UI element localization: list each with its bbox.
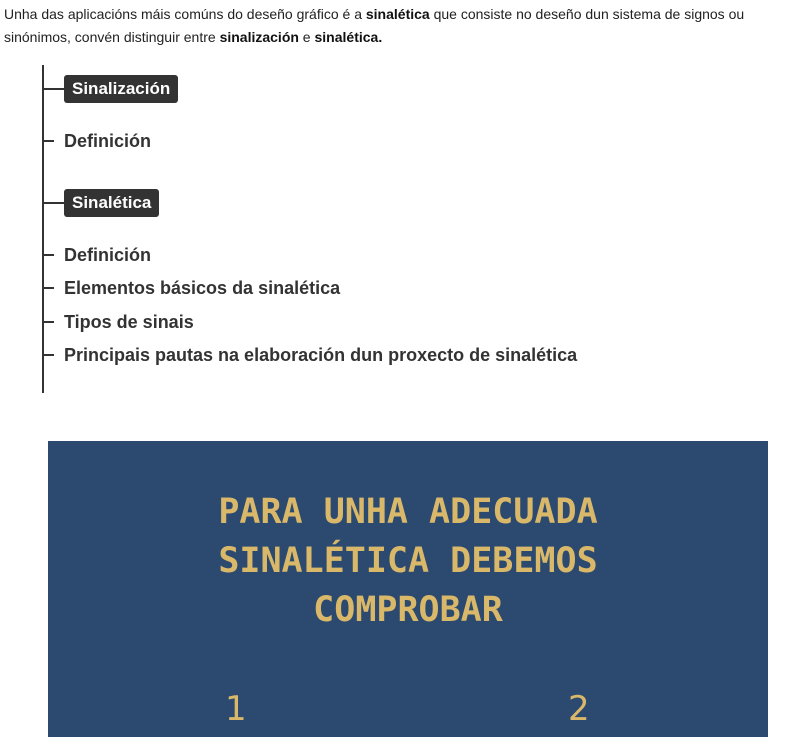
outline-item-definicion[interactable]: Definición xyxy=(64,130,152,151)
outline-heading-sinaletica: Sinalética xyxy=(64,189,159,217)
banner-number-2: 2 xyxy=(568,689,590,729)
intro-term-sinalizacion: sinalización xyxy=(219,29,299,45)
outline-item-tipos-de-sinais[interactable]: Tipos de sinais xyxy=(64,311,194,332)
intro-text: que consiste no deseño dun sistema de signos ou xyxy=(429,6,745,22)
intro-text: sinónimos, convén distinguir entre xyxy=(4,29,220,45)
outline-list xyxy=(42,65,744,393)
banner-title-line: SINALÉTICA DEBEMOS xyxy=(218,541,598,581)
outline-item-row[interactable] xyxy=(44,129,151,153)
outline-item-definicion[interactable]: Definición xyxy=(64,244,152,265)
outline-item-row[interactable] xyxy=(44,243,151,267)
banner-number-1: 1 xyxy=(225,689,247,729)
outline-connector xyxy=(44,287,54,289)
outline-item-elementos-basicos[interactable]: Elementos básicos da sinalética xyxy=(64,277,341,298)
outline-connector xyxy=(44,202,64,204)
outline-connector xyxy=(44,140,54,142)
outline-item-row[interactable] xyxy=(44,343,577,367)
intro-paragraph xyxy=(4,3,803,49)
banner-title xyxy=(48,488,768,635)
outline-connector xyxy=(44,321,54,323)
outline-item-row[interactable] xyxy=(44,310,194,334)
banner-title-line: PARA UNHA ADECUADA xyxy=(218,492,598,532)
outline-heading-sinalizacion: Sinalización xyxy=(64,75,178,103)
outline-item-row[interactable] xyxy=(44,276,340,300)
intro-text: Unha das aplicacións máis comúns do deseño gráfico é a xyxy=(4,6,366,22)
banner-comprobar xyxy=(48,441,768,737)
intro-term-sinaletica: sinalética xyxy=(365,6,430,22)
banner-title-line: COMPROBAR xyxy=(313,590,503,630)
outline-connector xyxy=(44,254,54,256)
intro-text: e xyxy=(298,29,315,45)
outline-heading-row xyxy=(44,191,159,215)
outline-connector xyxy=(44,354,54,356)
outline-item-principais-pautas[interactable]: Principais pautas na elaboración dun proxecto de sinalética xyxy=(64,344,578,365)
outline-heading-row xyxy=(44,77,178,101)
outline-connector xyxy=(44,88,64,90)
intro-term-sinaletica: sinalética. xyxy=(314,29,383,45)
